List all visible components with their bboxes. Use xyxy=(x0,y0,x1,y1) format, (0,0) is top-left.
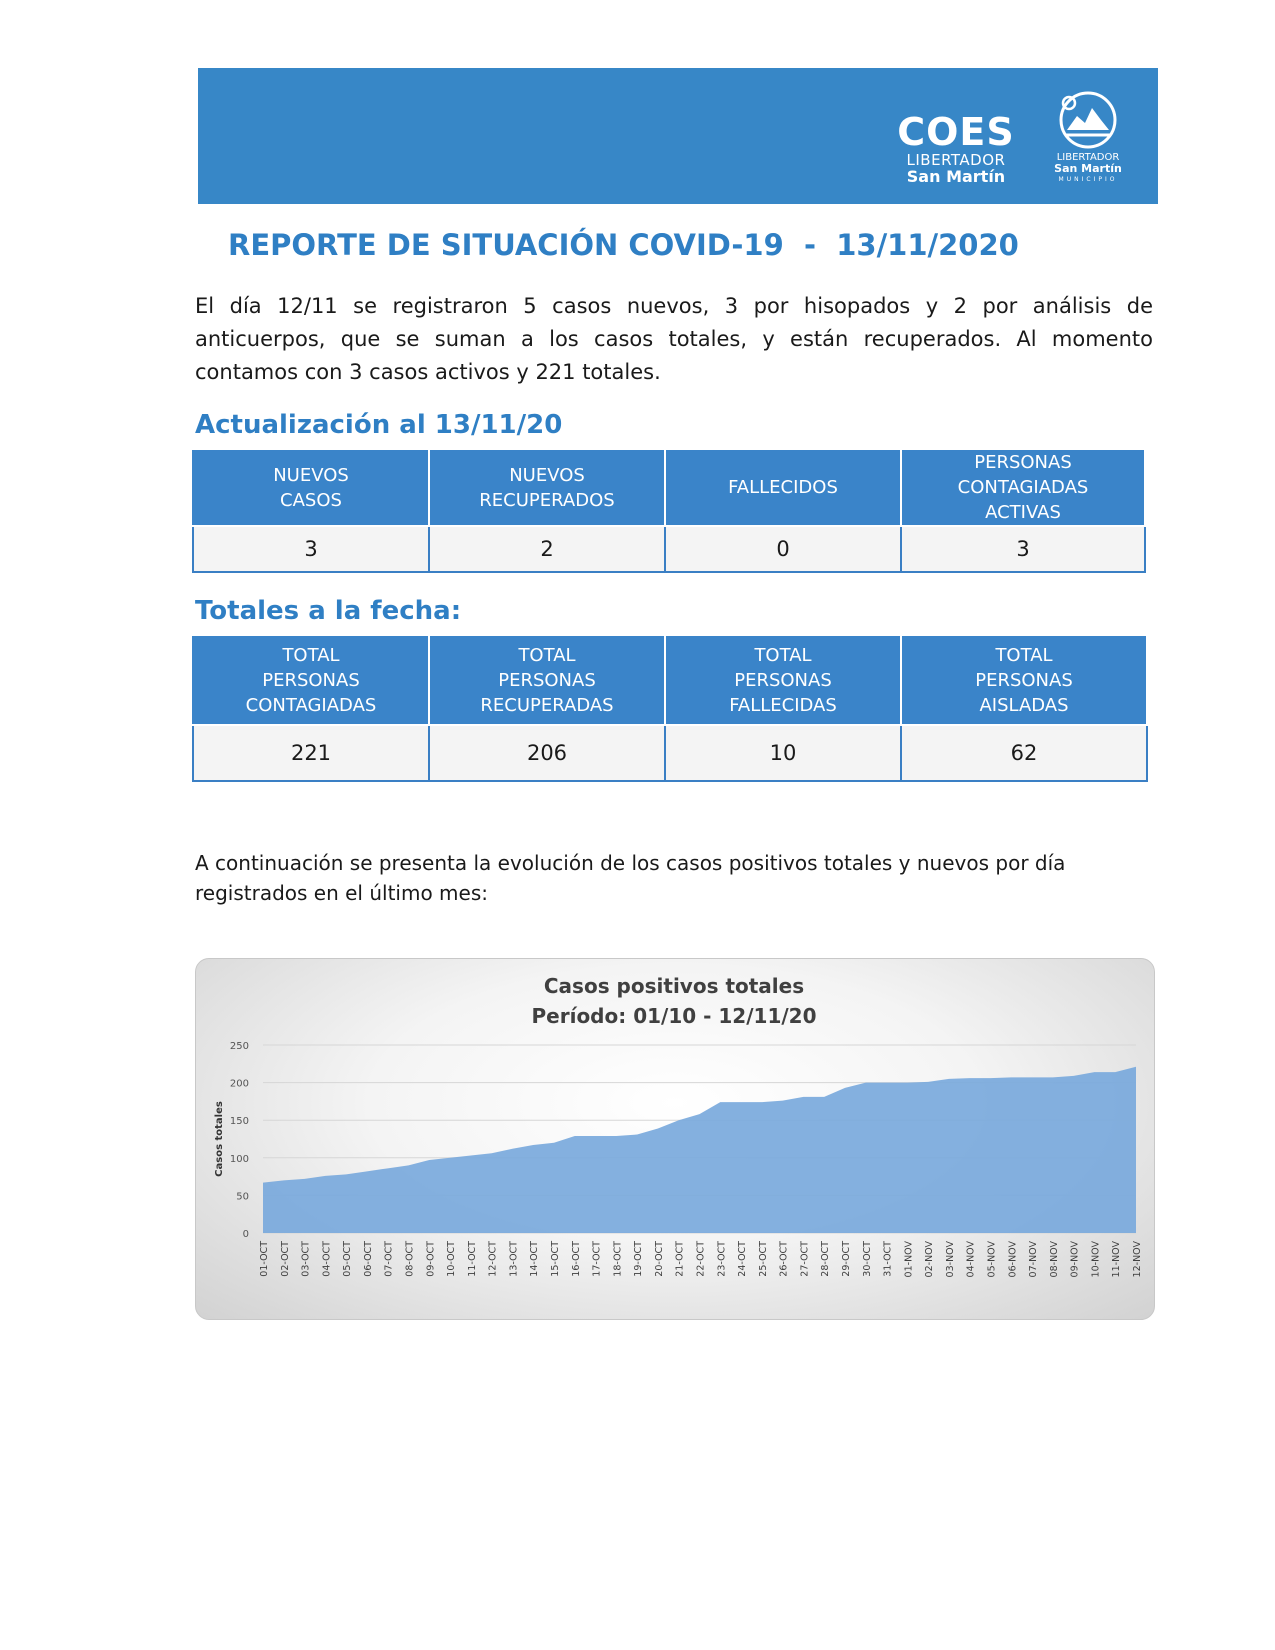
totals-col-header: TOTAL PERSONAS CONTAGIADAS xyxy=(193,635,429,725)
update-col-header: NUEVOS RECUPERADOS xyxy=(429,449,665,526)
x-tick-label: 05-NOV xyxy=(986,1241,998,1278)
y-tick-label: 0 xyxy=(242,1229,249,1240)
x-tick-label: 01-NOV xyxy=(903,1241,915,1278)
coes-logo-title: COES xyxy=(897,110,1015,154)
update-col-header: PERSONAS CONTAGIADAS ACTIVAS xyxy=(901,449,1145,526)
x-tick-label: 11-OCT xyxy=(466,1241,478,1277)
x-tick-label: 29-OCT xyxy=(841,1241,852,1277)
municipio-logo-line2: San Martín xyxy=(1054,162,1122,175)
y-tick-label: 200 xyxy=(229,1078,249,1090)
x-tick-label: 27-OCT xyxy=(799,1241,811,1277)
totals-heading: Totales a la fecha: xyxy=(195,596,462,626)
update-heading: Actualización al 13/11/20 xyxy=(195,410,563,440)
x-tick-label: 04-OCT xyxy=(321,1241,333,1277)
update-value-cell: 0 xyxy=(665,526,901,572)
totals-value-cell: 62 xyxy=(901,725,1147,781)
y-tick-label: 100 xyxy=(229,1153,249,1165)
totals-value-row xyxy=(193,725,1147,781)
totals-col-header: TOTAL PERSONAS RECUPERADAS xyxy=(429,635,665,725)
x-tick-label: 10-NOV xyxy=(1090,1241,1102,1278)
coes-logo xyxy=(891,112,1021,186)
x-tick-label: 24-OCT xyxy=(737,1241,749,1277)
x-tick-label: 26-OCT xyxy=(778,1241,790,1277)
x-tick-label: 07-OCT xyxy=(383,1241,395,1277)
x-tick-label: 01-OCT xyxy=(259,1241,270,1277)
x-tick-label: 03-OCT xyxy=(300,1241,312,1277)
update-value-cell: 2 xyxy=(429,526,665,572)
x-tick-label: 23-OCT xyxy=(716,1241,728,1277)
x-tick-label: 06-OCT xyxy=(362,1241,374,1277)
x-tick-label: 31-OCT xyxy=(882,1241,894,1277)
header-banner xyxy=(198,68,1158,204)
totals-col-header: TOTAL PERSONAS AISLADAS xyxy=(901,635,1147,725)
x-tick-label: 03-NOV xyxy=(944,1241,956,1278)
x-tick-label: 08-OCT xyxy=(404,1241,416,1277)
x-tick-label: 10-OCT xyxy=(446,1241,458,1277)
x-tick-label: 12-NOV xyxy=(1132,1241,1143,1278)
totals-value-cell: 10 xyxy=(665,725,901,781)
coes-logo-line2: San Martín xyxy=(906,167,1006,186)
update-value-cell: 3 xyxy=(901,526,1145,572)
chart-panel xyxy=(195,958,1155,1320)
x-tick-label: 04-NOV xyxy=(965,1241,977,1278)
update-value-cell: 3 xyxy=(193,526,429,572)
x-tick-label: 20-OCT xyxy=(653,1241,665,1277)
x-tick-label: 30-OCT xyxy=(861,1241,873,1277)
totals-table xyxy=(192,634,1148,782)
update-col-header: NUEVOS CASOS xyxy=(193,449,429,526)
totals-col-header: TOTAL PERSONAS FALLECIDAS xyxy=(665,635,901,725)
totals-value-cell: 206 xyxy=(429,725,665,781)
x-tick-label: 28-OCT xyxy=(820,1241,832,1277)
totals-value-cell: 221 xyxy=(193,725,429,781)
totals-header-row xyxy=(193,635,1147,725)
x-tick-label: 15-OCT xyxy=(550,1241,561,1277)
x-tick-label: 11-NOV xyxy=(1111,1241,1123,1278)
chart-intro-paragraph: A continuación se presenta la evolución de los casos positivos totales y nuevos por día registrados en el último mes: xyxy=(195,851,1066,905)
x-tick-label: 08-NOV xyxy=(1048,1241,1060,1278)
x-tick-label: 19-OCT xyxy=(633,1241,645,1277)
y-tick-label: 50 xyxy=(236,1191,249,1203)
update-header-row xyxy=(193,449,1145,526)
coes-logo-line1: LIBERTADOR xyxy=(906,151,1006,169)
municipio-emblem-icon xyxy=(1055,90,1121,150)
report-title: REPORTE DE SITUACIÓN COVID-19 - 13/11/2020 xyxy=(228,228,1019,262)
municipio-logo-line3: MUNICIPIO xyxy=(1058,176,1118,183)
x-tick-label: 16-OCT xyxy=(570,1241,582,1277)
y-tick-label: 150 xyxy=(229,1116,249,1128)
x-tick-label: 17-OCT xyxy=(591,1241,603,1277)
x-tick-label: 02-OCT xyxy=(279,1241,291,1277)
x-tick-label: 06-NOV xyxy=(1007,1241,1019,1278)
x-tick-label: 25-OCT xyxy=(757,1241,769,1277)
chart-title: Casos positivos totales xyxy=(543,974,805,998)
update-value-row xyxy=(193,526,1145,572)
x-tick-label: 21-OCT xyxy=(674,1241,686,1277)
y-tick-label: 250 xyxy=(229,1041,249,1052)
x-tick-label: 18-OCT xyxy=(612,1241,624,1277)
update-col-header: FALLECIDOS xyxy=(665,449,901,526)
intro-paragraph: El día 12/11 se registraron 5 casos nuevos, 3 por hisopados y 2 por análisis de anticuerpos, que se suman a los casos totales, y están recuperados. Al momento contamos con 3 casos activos y 221 totales. xyxy=(195,294,1153,384)
x-tick-label: 09-NOV xyxy=(1069,1241,1081,1278)
x-tick-label: 07-NOV xyxy=(1028,1241,1040,1278)
y-axis-label: Casos totales xyxy=(214,1101,225,1177)
update-table xyxy=(192,448,1146,573)
chart-subtitle: Período: 01/10 - 12/11/20 xyxy=(531,1004,817,1028)
municipio-logo-line1: LIBERTADOR xyxy=(1056,152,1120,163)
municipio-logo xyxy=(1043,90,1133,184)
x-tick-label: 02-NOV xyxy=(924,1241,936,1278)
x-tick-label: 14-OCT xyxy=(529,1241,541,1277)
x-tick-label: 22-OCT xyxy=(695,1241,707,1277)
x-tick-label: 05-OCT xyxy=(342,1241,354,1277)
series-area xyxy=(263,1067,1136,1233)
x-tick-label: 12-OCT xyxy=(487,1241,499,1277)
x-tick-label: 13-OCT xyxy=(508,1241,520,1277)
cases-area-chart xyxy=(196,959,1154,1319)
x-tick-label: 09-OCT xyxy=(425,1241,437,1277)
